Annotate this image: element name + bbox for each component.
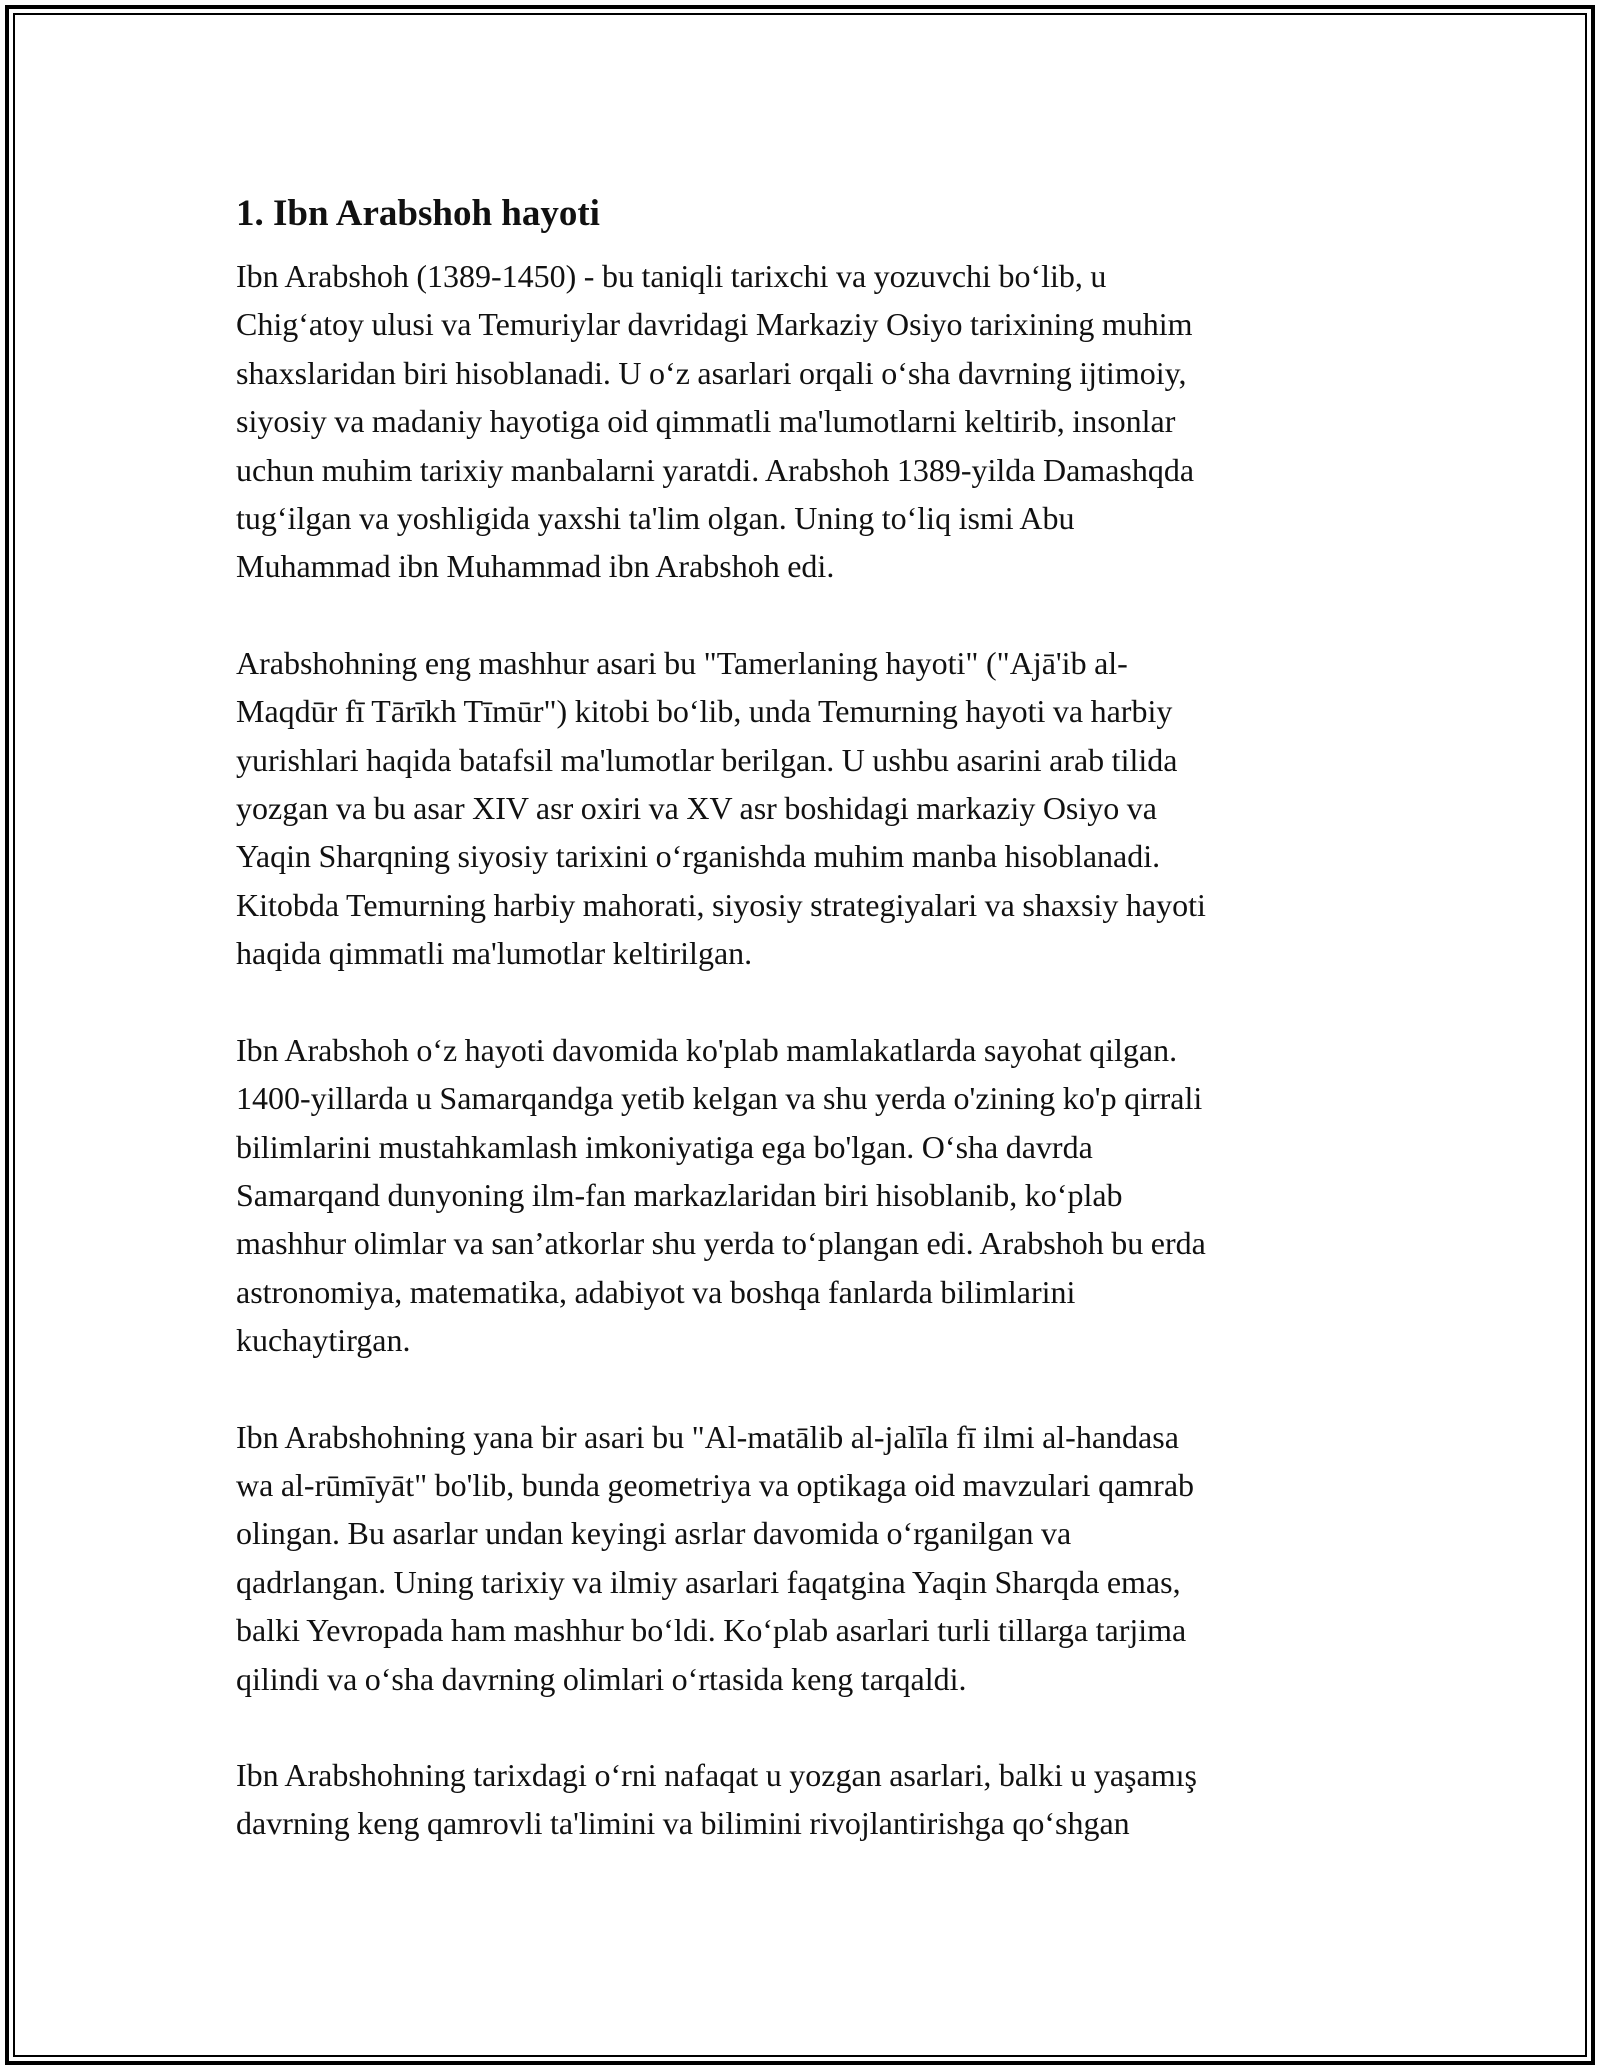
text-line: qilindi va o‘sha davrning olimlari o‘rtasida keng tarqaldi. — [236, 1660, 967, 1697]
paragraph-3 — [236, 1026, 1366, 1365]
text-line: haqida qimmatli ma'lumotlar keltirilgan. — [236, 935, 753, 972]
paragraph-4 — [236, 1413, 1366, 1703]
text-line: wa al-rūmīyāt" bo'lib, bunda geometriya va optikaga oid mavzulari qamrab — [236, 1466, 1195, 1503]
text-line: Ibn Arabshohning tarixdagi o‘rni nafaqat u yozgan asarlari, balki u yaşamış — [236, 1756, 1197, 1793]
text-line: yozgan va bu asar XIV asr oxiri va XV asr boshidagi markaziy Osiyo va — [236, 790, 1157, 827]
text-line: Maqdūr fī Tārīkh Tīmūr") kitobi bo‘lib, unda Temurning hayoti va harbiy — [236, 693, 1173, 730]
text-line: Ibn Arabshohning yana bir asari bu "Al-matālib al-jalīla fī ilmi al-handasa — [236, 1418, 1179, 1455]
text-line: uchun muhim tarixiy manbalarni yaratdi. Arabshoh 1389-yilda Damashqda — [236, 451, 1195, 488]
text-line: Muhammad ibn Muhammad ibn Arabshoh edi. — [236, 548, 835, 585]
text-line: siyosiy va madaniy hayotiga oid qimmatli ma'lumotlarni keltirib, insonlar — [236, 403, 1176, 440]
paragraph-1 — [236, 252, 1366, 591]
paragraph-2 — [236, 639, 1366, 978]
text-line: qadrlangan. Uning tarixiy va ilmiy asarlari faqatgina Yaqin Sharqda emas, — [236, 1563, 1181, 1600]
text-line: olingan. Bu asarlar undan keyingi asrlar davomida o‘rganilgan va — [236, 1515, 1072, 1552]
text-line: Ibn Arabshoh (1389-1450) - bu taniqli tarixchi va yozuvchi bo‘lib, u — [236, 258, 1107, 294]
text-line: tug‘ilgan va yoshligida yaxshi ta'lim olgan. Uning to‘liq ismi Abu — [236, 500, 1075, 537]
text-line: Kitobda Temurning harbiy mahorati, siyosiy strategiyalari va shaxsiy hayoti — [236, 886, 1206, 923]
text-line: Ibn Arabshoh o‘z hayoti davomida ko'plab mamlakatlarda sayohat qilgan. — [236, 1031, 1178, 1068]
document-body — [236, 190, 1366, 1896]
text-line: davrning keng qamrovli ta'limini va bilimini rivojlantirishga qo‘shgan — [236, 1805, 1130, 1842]
text-line: kuchaytirgan. — [236, 1322, 411, 1359]
text-line: shaxslaridan biri hisoblanadi. U o‘z asarlari orqali o‘sha davrning ijtimoiy, — [236, 354, 1187, 391]
text-line: Arabshohning eng mashhur asari bu "Tamerlaning hayoti" ("Ajā'ib al- — [236, 644, 1128, 681]
text-line: astronomiya, matematika, adabiyot va boshqa fanlarda bilimlarini — [236, 1273, 1076, 1310]
text-line: 1400-yillarda u Samarqandga yetib kelgan va shu yerda o'zining ko'p qirrali — [236, 1080, 1203, 1117]
text-line: mashhur olimlar va san’atkorlar shu yerda to‘plangan edi. Arabshoh bu erda — [236, 1225, 1206, 1262]
text-line: bilimlarini mustahkamlash imkoniyatiga ega bo'lgan. O‘sha davrda — [236, 1128, 1093, 1165]
text-line: Samarqand dunyoning ilm-fan markazlaridan biri hisoblanib, ko‘plab — [236, 1176, 1123, 1213]
section-heading: 1. Ibn Arabshoh hayoti — [236, 193, 600, 234]
text-line: Yaqin Sharqning siyosiy tarixini o‘rganishda muhim manba hisoblanadi. — [236, 838, 1161, 875]
text-line: balki Yevropada ham mashhur bo‘ldi. Ko‘plab asarlari turli tillarga tarjima — [236, 1612, 1187, 1649]
text-line: Chig‘atoy ulusi va Temuriylar davridagi Markaziy Osiyo tarixining muhim — [236, 306, 1193, 343]
text-line: yurishlari haqida batafsil ma'lumotlar berilgan. U ushbu asarini arab tilida — [236, 741, 1178, 778]
paragraph-5 — [236, 1751, 1366, 1848]
